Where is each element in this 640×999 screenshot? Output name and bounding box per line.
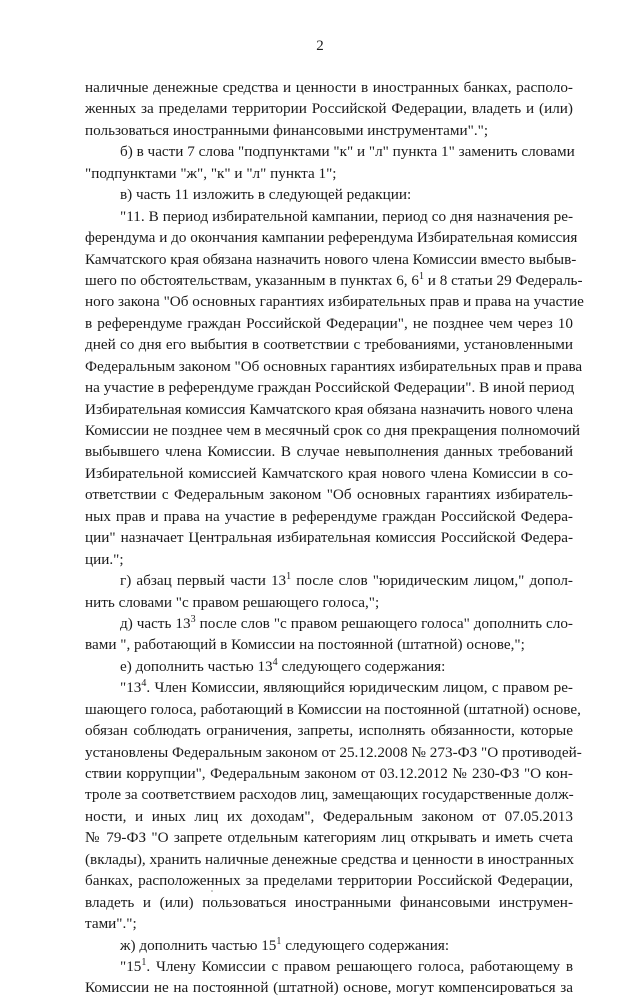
text-line: на участие в референдуме граждан Российской Федерации". В иной период (85, 379, 575, 397)
text-line: ных прав и права на участие в референдуме граждан Российской Федера- (85, 507, 573, 525)
text-line (85, 613, 573, 634)
text-line: ции."; (85, 550, 124, 568)
document-body (85, 77, 584, 999)
text-line: дней со дня его выбытия в соответствии с требованиями, установленными (85, 336, 573, 354)
superscript: 4 (141, 678, 147, 690)
superscript: 1 (141, 956, 147, 968)
superscript: 3 (190, 613, 196, 625)
text-line (85, 956, 573, 977)
superscript: 1 (276, 935, 282, 947)
text-line: ферендума и до окончания кампании референдума Избирательная комиссия (85, 229, 578, 247)
text-line: вами ", работающий в Комиссии на постоянной (штатной) основе,"; (85, 636, 525, 654)
text-line: ответствии с Федеральным законом "Об основных гарантиях избиратель- (85, 486, 573, 504)
text-line: шающего голоса, работающий в Комиссии на постоянной (штатной) основе, (85, 700, 581, 718)
text-line: банках, расположенных за пределами территории Российской Федерации, (85, 872, 573, 890)
text-fragment: после слов "юридическим лицом," допол- (291, 572, 573, 590)
text-line: (вклады), хранить наличные денежные средства и ценности в иностранных (85, 850, 574, 868)
text-line: "подпунктами "ж", "к" и "л" пункта 1"; (85, 164, 337, 182)
text-line: в) часть 11 изложить в следующей редакции: (120, 186, 412, 204)
text-line: владеть и (или) пользоваться иностранными финансовыми инструмен- (85, 893, 573, 911)
text-line: Избирательная комиссия Камчатского края обязана назначить нового члена (85, 400, 574, 418)
text-line: ции" назначает Центральная избирательная комиссия Российской Федера- (85, 529, 573, 547)
text-fragment: е) дополнить частью 13 (120, 657, 273, 675)
text-line: пользоваться иностранными финансовыми инструментами"."; (85, 121, 489, 139)
superscript: 1 (286, 571, 292, 583)
text-line: троле за соответствием расходов лиц, замещающих государственные долж- (85, 786, 574, 804)
text-line (85, 677, 573, 698)
text-line: Федеральным законом "Об основных гарантиях избирательных прав и права (85, 357, 583, 375)
text-fragment: "15 (120, 957, 142, 975)
text-line (85, 935, 573, 956)
superscript: 4 (272, 656, 278, 668)
text-line: ности, и иных лиц их доходам", Федеральным законом от 07.05.2013 (85, 807, 573, 825)
text-fragment: и 8 статьи 29 Федераль- (423, 271, 583, 289)
text-fragment: после слов "с правом решающего голоса" дополнить сло- (195, 614, 573, 632)
text-fragment: д) часть 13 (120, 614, 191, 632)
text-line (85, 656, 573, 677)
text-line: Комиссии не позднее чем в месячный срок со дня прекращения полномочий (85, 422, 581, 439)
text-line: наличные денежные средства и ценности в иностранных банках, располо- (85, 79, 573, 96)
text-line (85, 570, 573, 591)
text-line: Избирательной комиссией Камчатского края нового члена Комиссии в со- (85, 464, 573, 482)
text-fragment: "13 (120, 679, 142, 697)
text-fragment: ж) дополнить частью 15 (120, 936, 277, 954)
text-line: установлены Федеральным законом от 25.12.2008 № 273-ФЗ "О противодей- (85, 743, 582, 761)
text-line: ствии коррупции", Федеральным законом от 03.12.2012 № 230-ФЗ "О кон- (85, 765, 573, 782)
text-line (85, 270, 583, 291)
text-fragment: шего по обстоятельствам, указанным в пунктах 6, 6 (85, 271, 419, 289)
text-line: в референдуме граждан Российской Федерации", не позднее чем через 10 (85, 314, 573, 332)
text-fragment: следующего содержания: (277, 657, 446, 675)
text-fragment: следующего содержания: (281, 936, 450, 954)
text-line: тами"."; (85, 915, 137, 933)
text-line: женных за пределами территории Российской Федерации, владеть и (или) (85, 100, 573, 118)
scan-speck (211, 890, 213, 892)
text-fragment: . Член Комиссии, являющийся юридическим лицом, с правом ре- (146, 679, 573, 697)
text-line: нить словами "с правом решающего голоса,"; (85, 593, 380, 611)
text-line: ного закона "Об основных гарантиях избирательных прав и права на участие (85, 293, 584, 311)
text-line: выбывшего члена Комиссии. В случае невыполнения данных требований (85, 443, 573, 461)
text-line: № 79-ФЗ "О запрете отдельным категориям лиц открывать и иметь счета (85, 829, 573, 847)
text-line: "11. В период избирательной кампании, период со дня назначения ре- (120, 207, 573, 225)
text-line: б) в части 7 слова "подпунктами "к" и "л" пункта 1" заменить словами (120, 143, 575, 161)
page-number: 2 (316, 38, 324, 54)
text-line: обязан соблюдать ограничения, запреты, исполнять обязанности, которые (85, 722, 573, 740)
text-line: Камчатского края обязана назначить нового члена Комиссии вместо выбыв- (85, 250, 577, 268)
text-fragment: . Члену Комиссии с правом решающего голоса, работающему в (146, 957, 573, 975)
text-fragment: г) абзац первый части 13 (120, 572, 287, 590)
superscript: 1 (418, 270, 424, 282)
text-line: Комиссии не на постоянной (штатной) основе, могут компенсироваться за (85, 979, 573, 997)
